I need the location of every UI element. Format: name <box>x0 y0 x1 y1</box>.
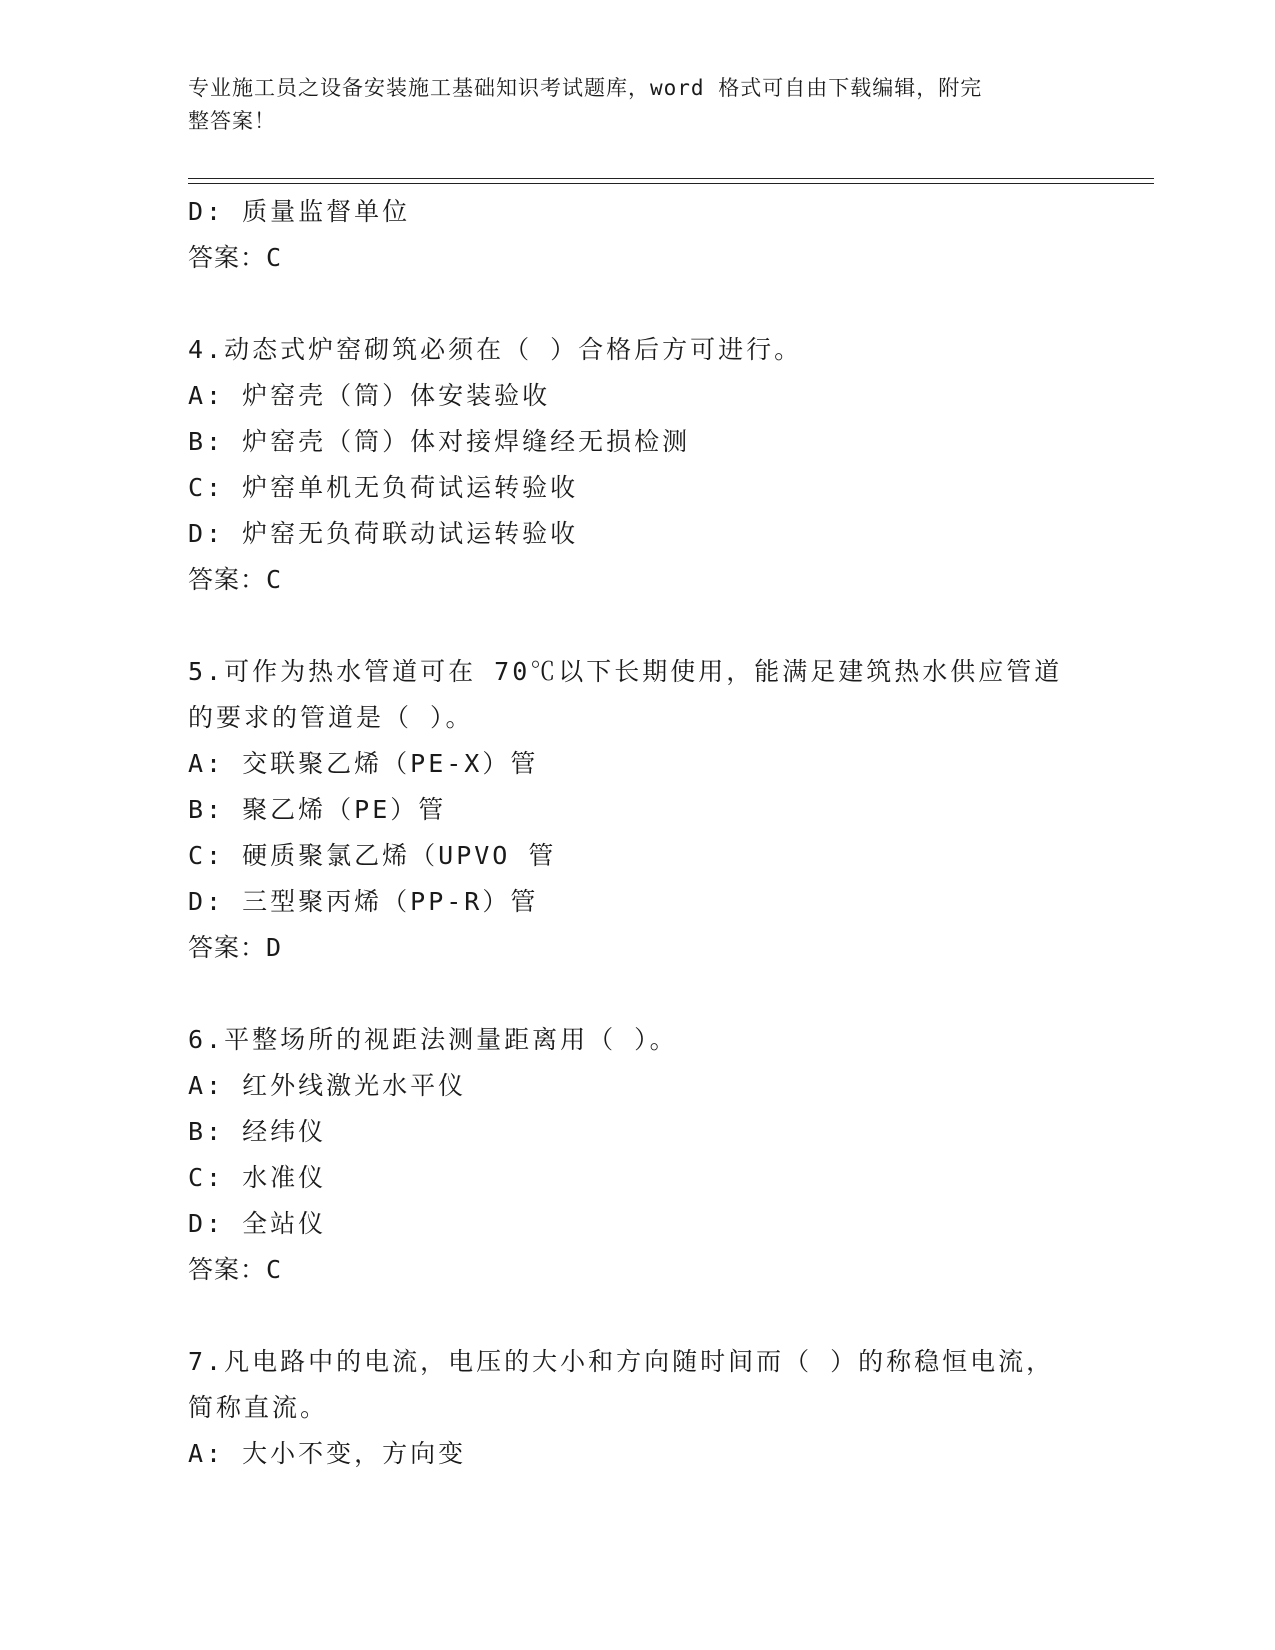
answer-line <box>188 235 1088 281</box>
answer-value: C <box>266 1255 283 1284</box>
header-line-1: 专业施工员之设备安装施工基础知识考试题库，word 格式可自由下载编辑，附完 <box>188 76 983 100</box>
question-4 <box>188 327 1088 603</box>
option-c: C: 炉窑单机无负荷试运转验收 <box>188 473 579 502</box>
page-header <box>188 72 1078 138</box>
document-body <box>188 189 1088 1477</box>
option-b: B: 经纬仪 <box>188 1117 327 1146</box>
question-stem-line-2: 简称直流。 <box>188 1393 329 1422</box>
option-d: D: 炉窑无负荷联动试运转验收 <box>188 519 579 548</box>
answer-label: 答案： <box>188 1255 267 1284</box>
header-line-2: 整答案！ <box>188 109 276 133</box>
answer-label: 答案： <box>188 565 267 594</box>
answer-line <box>188 1247 1088 1293</box>
option-a: A: 红外线激光水平仪 <box>188 1071 467 1100</box>
question-7 <box>188 1339 1088 1477</box>
option-a: A: 大小不变，方向变 <box>188 1439 467 1468</box>
answer-line <box>188 925 1088 971</box>
answer-line <box>188 557 1088 603</box>
question-stem-line-2: 的要求的管道是（ ）。 <box>188 703 474 732</box>
option-a: A: 炉窑壳（筒）体安装验收 <box>188 381 551 410</box>
answer-value: C <box>266 565 283 594</box>
option-b: B: 聚乙烯（PE）管 <box>188 795 447 824</box>
option-a: A: 交联聚乙烯（PE-X）管 <box>188 749 539 778</box>
previous-question-fragment <box>188 189 1088 281</box>
option-b: B: 炉窑壳（筒）体对接焊缝经无损检测 <box>188 427 691 456</box>
header-rule-bottom <box>188 183 1154 184</box>
answer-label: 答案： <box>188 933 267 962</box>
question-5 <box>188 649 1088 971</box>
answer-label: 答案： <box>188 243 267 272</box>
header-rule-top <box>188 178 1154 179</box>
answer-value: C <box>266 243 283 272</box>
option-c: C: 硬质聚氯乙烯（UPVO 管 <box>188 841 557 870</box>
question-stem: 6.平整场所的视距法测量距离用（ ）。 <box>188 1025 678 1054</box>
question-6 <box>188 1017 1088 1293</box>
option-c: C: 水准仪 <box>188 1163 327 1192</box>
option-d: D: 质量监督单位 <box>188 197 411 226</box>
question-stem-line-1: 5.可作为热水管道可在 70℃以下长期使用，能满足建筑热水供应管道 <box>188 657 1063 686</box>
answer-value: D <box>266 933 283 962</box>
option-d: D: 三型聚丙烯（PP-R）管 <box>188 887 539 916</box>
question-stem: 4.动态式炉窑砌筑必须在（ ）合格后方可进行。 <box>188 335 803 364</box>
option-d: D: 全站仪 <box>188 1209 327 1238</box>
question-stem-line-1: 7.凡电路中的电流，电压的大小和方向随时间而（ ）的称稳恒电流， <box>188 1347 1055 1376</box>
